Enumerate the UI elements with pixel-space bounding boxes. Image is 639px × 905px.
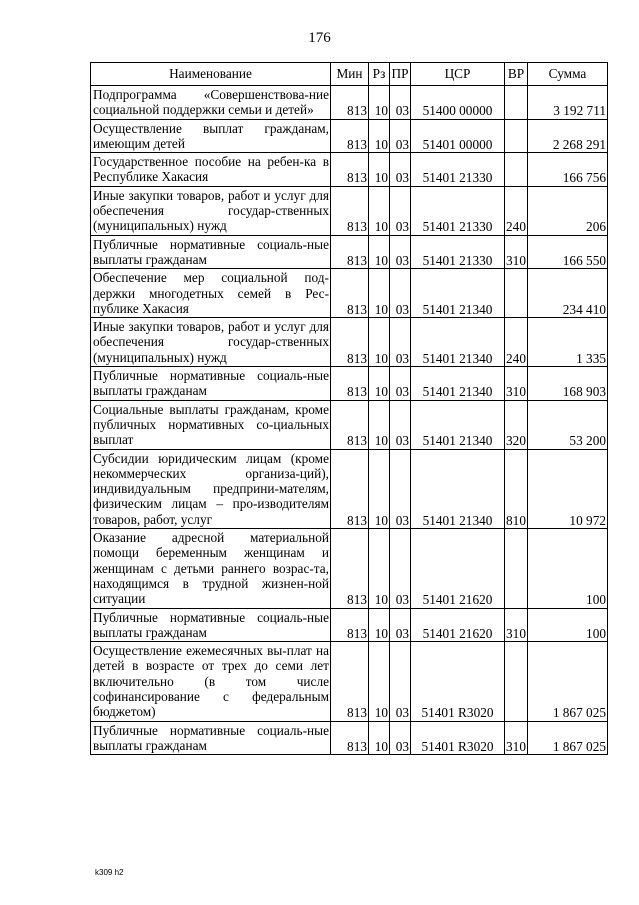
table-row: [91, 529, 608, 608]
cell-rz: 10: [369, 318, 390, 367]
cell-vr: 240: [505, 318, 528, 367]
cell-sum: 1 867 025: [528, 642, 608, 721]
cell-pr: 03: [390, 269, 411, 318]
cell-vr: [505, 529, 528, 608]
cell-name: Публичные нормативные социаль-ные выплаты гражданам: [91, 608, 331, 642]
table-row: [91, 318, 608, 367]
cell-rz: 10: [369, 721, 390, 755]
cell-min: 813: [331, 400, 369, 449]
cell-rz: 10: [369, 86, 390, 120]
header-csr: ЦСР: [411, 63, 505, 86]
cell-rz: 10: [369, 367, 390, 401]
table-row: [91, 269, 608, 318]
cell-csr: 51401 21340: [411, 449, 505, 528]
cell-sum: 166 550: [528, 235, 608, 269]
cell-csr: 51401 21620: [411, 529, 505, 608]
table-row: [91, 153, 608, 187]
cell-name: Публичные нормативные социаль-ные выплаты гражданам: [91, 367, 331, 401]
cell-name: Социальные выплаты гражданам, кроме публичных нормативных со-циальных выплат: [91, 400, 331, 449]
cell-min: 813: [331, 721, 369, 755]
cell-sum: 53 200: [528, 400, 608, 449]
cell-rz: 10: [369, 153, 390, 187]
cell-sum: 100: [528, 529, 608, 608]
cell-rz: 10: [369, 119, 390, 153]
cell-csr: 51401 00000: [411, 119, 505, 153]
cell-csr: 51401 21340: [411, 269, 505, 318]
cell-csr: 51401 21340: [411, 400, 505, 449]
cell-rz: 10: [369, 529, 390, 608]
cell-rz: 10: [369, 642, 390, 721]
cell-min: 813: [331, 449, 369, 528]
cell-rz: 10: [369, 449, 390, 528]
cell-pr: 03: [390, 608, 411, 642]
cell-pr: 03: [390, 86, 411, 120]
cell-name: Иные закупки товаров, работ и услуг для обеспечения государ-ственных (муниципальных) нужд: [91, 186, 331, 235]
table-header-row: [91, 63, 608, 86]
cell-name: Осуществление ежемесячных вы-плат на детей в возрасте от трех до семи лет включительно (в том числе софинансирование с федеральным бюджетом): [91, 642, 331, 721]
cell-vr: [505, 269, 528, 318]
header-rz: Рз: [369, 63, 390, 86]
table-row: [91, 642, 608, 721]
cell-vr: [505, 153, 528, 187]
cell-min: 813: [331, 367, 369, 401]
header-min: Мин: [331, 63, 369, 86]
cell-rz: 10: [369, 235, 390, 269]
cell-min: 813: [331, 153, 369, 187]
cell-pr: 03: [390, 153, 411, 187]
cell-vr: 320: [505, 400, 528, 449]
cell-csr: 51401 21340: [411, 367, 505, 401]
cell-sum: 234 410: [528, 269, 608, 318]
cell-sum: 3 192 711: [528, 86, 608, 120]
cell-csr: 51401 21330: [411, 186, 505, 235]
cell-vr: [505, 86, 528, 120]
cell-vr: [505, 119, 528, 153]
cell-name: Обеспечение мер социальной под-держки многодетных семей в Рес-публике Хакасия: [91, 269, 331, 318]
cell-min: 813: [331, 119, 369, 153]
cell-sum: 2 268 291: [528, 119, 608, 153]
cell-name: Иные закупки товаров, работ и услуг для обеспечения государ-ственных (муниципальных) нужд: [91, 318, 331, 367]
cell-name: Государственное пособие на ребен-ка в Республике Хакасия: [91, 153, 331, 187]
cell-min: 813: [331, 86, 369, 120]
cell-pr: 03: [390, 449, 411, 528]
table-row: [91, 400, 608, 449]
cell-rz: 10: [369, 186, 390, 235]
cell-sum: 10 972: [528, 449, 608, 528]
cell-pr: 03: [390, 367, 411, 401]
cell-sum: 100: [528, 608, 608, 642]
table-row: [91, 449, 608, 528]
cell-vr: 310: [505, 608, 528, 642]
cell-csr: 51400 00000: [411, 86, 505, 120]
cell-pr: 03: [390, 400, 411, 449]
cell-vr: 310: [505, 721, 528, 755]
cell-rz: 10: [369, 608, 390, 642]
table-body: [91, 86, 608, 755]
cell-name: Подпрограмма «Совершенствова-ние социальной поддержки семьи и детей»: [91, 86, 331, 120]
cell-min: 813: [331, 235, 369, 269]
cell-name: Осуществление выплат гражданам, имеющим детей: [91, 119, 331, 153]
table-row: [91, 608, 608, 642]
cell-vr: [505, 642, 528, 721]
cell-name: Субсидии юридическим лицам (кроме некоммерческих организа-ций), индивидуальным предприни-мателям, физическим лицам – про-изводителям товаров, работ, услуг: [91, 449, 331, 528]
cell-vr: 310: [505, 235, 528, 269]
header-name: Наименование: [91, 63, 331, 86]
cell-sum: 1 335: [528, 318, 608, 367]
cell-name: Публичные нормативные социаль-ные выплаты гражданам: [91, 235, 331, 269]
cell-pr: 03: [390, 721, 411, 755]
cell-min: 813: [331, 269, 369, 318]
cell-csr: 51401 21330: [411, 153, 505, 187]
table-row: [91, 235, 608, 269]
cell-min: 813: [331, 529, 369, 608]
cell-min: 813: [331, 186, 369, 235]
cell-pr: 03: [390, 235, 411, 269]
header-pr: ПР: [390, 63, 411, 86]
cell-min: 813: [331, 608, 369, 642]
budget-table: [90, 62, 608, 755]
table-row: [91, 119, 608, 153]
table-row: [91, 186, 608, 235]
table-row: [91, 367, 608, 401]
cell-name: Публичные нормативные социаль-ные выплаты гражданам: [91, 721, 331, 755]
cell-min: 813: [331, 318, 369, 367]
cell-pr: 03: [390, 186, 411, 235]
cell-min: 813: [331, 642, 369, 721]
cell-csr: 51401 R3020: [411, 642, 505, 721]
cell-vr: 810: [505, 449, 528, 528]
cell-sum: 206: [528, 186, 608, 235]
cell-pr: 03: [390, 642, 411, 721]
cell-csr: 51401 21340: [411, 318, 505, 367]
table-row: [91, 86, 608, 120]
cell-pr: 03: [390, 529, 411, 608]
cell-rz: 10: [369, 269, 390, 318]
footer-code: k309 h2: [95, 868, 124, 877]
cell-vr: 310: [505, 367, 528, 401]
cell-rz: 10: [369, 400, 390, 449]
page-number: 176: [308, 30, 331, 46]
cell-csr: 51401 21620: [411, 608, 505, 642]
cell-csr: 51401 21330: [411, 235, 505, 269]
cell-pr: 03: [390, 318, 411, 367]
cell-sum: 168 903: [528, 367, 608, 401]
cell-sum: 166 756: [528, 153, 608, 187]
cell-sum: 1 867 025: [528, 721, 608, 755]
header-sum: Сумма: [528, 63, 608, 86]
table-row: [91, 721, 608, 755]
cell-pr: 03: [390, 119, 411, 153]
cell-name: Оказание адресной материальной помощи беременным женщинам и женщинам с детьми раннего возрас-та, находящимся в трудной жизнен-ной ситуации: [91, 529, 331, 608]
cell-vr: 240: [505, 186, 528, 235]
cell-csr: 51401 R3020: [411, 721, 505, 755]
header-vr: ВР: [505, 63, 528, 86]
